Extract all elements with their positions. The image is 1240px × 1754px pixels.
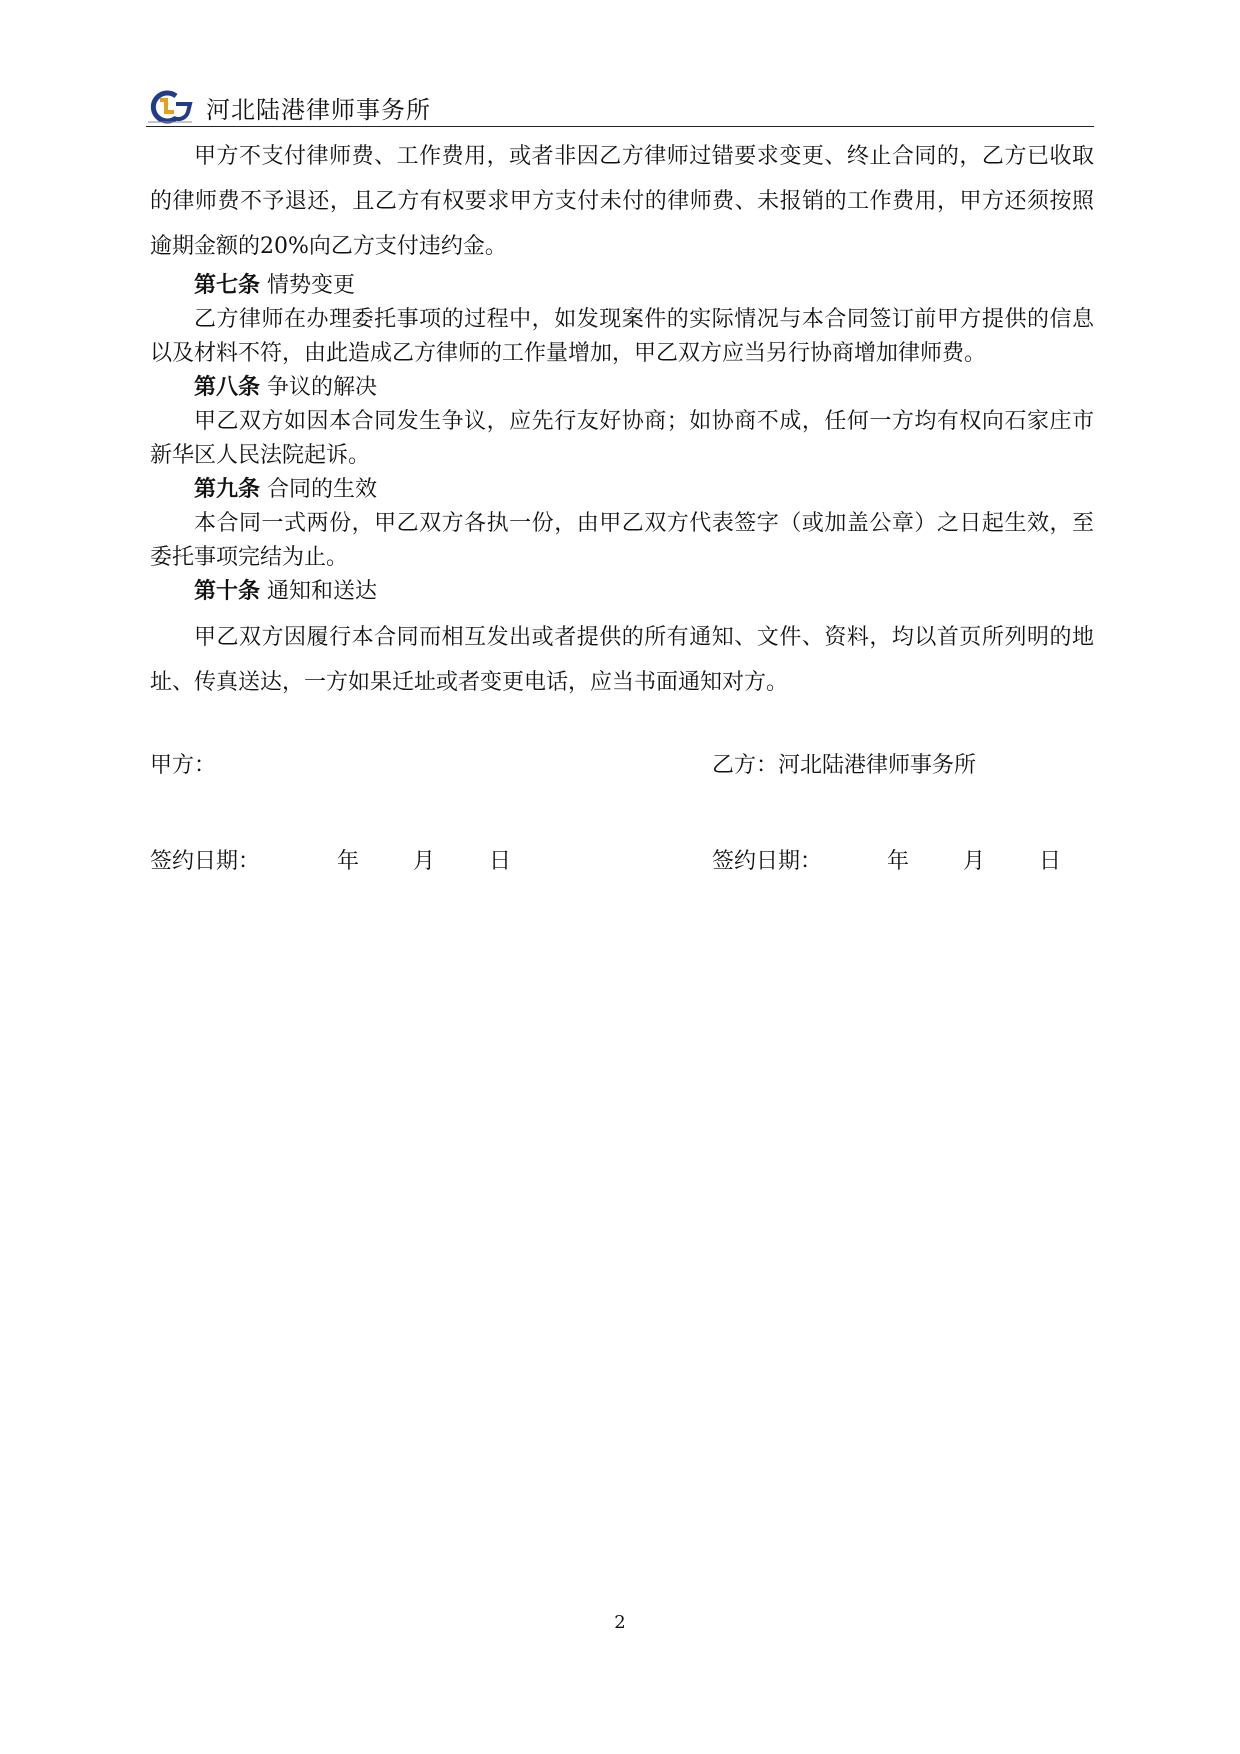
article-number: 第八条 xyxy=(194,375,261,400)
article-title: 争议的解决 xyxy=(267,375,378,400)
article-9-heading xyxy=(150,473,1094,507)
article-title: 通知和送达 xyxy=(267,579,378,604)
contract-body xyxy=(150,134,1094,705)
article-10-heading xyxy=(150,575,1094,609)
page-number: 2 xyxy=(614,1612,626,1633)
sign-date-label: 签约日期： xyxy=(712,849,823,874)
article-number: 第十条 xyxy=(194,579,261,604)
day-label: 日 xyxy=(489,849,512,874)
article-title: 情势变更 xyxy=(267,273,356,298)
fees-paragraph: 甲方不支付律师费、工作费用，或者非因乙方律师过错要求变更、终止合同的，乙方已收取的律师费不予退还，且乙方有权要求甲方支付未付的律师费、未报销的工作费用，甲方还须按照逾期金额的20%向乙方支付违约金。 xyxy=(150,144,1094,259)
article-7-heading xyxy=(150,269,1094,303)
article-8-heading xyxy=(150,371,1094,405)
firm-name: 河北陆港律师事务所 xyxy=(206,96,431,124)
party-b-label: 乙方：河北陆港律师事务所 xyxy=(712,753,977,778)
month-label: 月 xyxy=(963,849,986,874)
day-label: 日 xyxy=(1039,849,1062,874)
article-10-text: 甲乙双方因履行本合同而相互发出或者提供的所有通知、文件、资料，均以首页所列明的地址、传真送达，一方如果迁址或者变更电话，应当书面通知对方。 xyxy=(150,625,1094,695)
article-number: 第七条 xyxy=(194,273,261,298)
article-7-text: 乙方律师在办理委托事项的过程中，如发现案件的实际情况与本合同签订前甲方提供的信息以及材料不符，由此造成乙方律师的工作量增加，甲乙双方应当另行协商增加律师费。 xyxy=(150,307,1094,366)
sign-date-label: 签约日期： xyxy=(150,849,261,874)
article-9-text: 本合同一式两份，甲乙双方各执一份，由甲乙双方代表签字（或加盖公章）之日起生效，至委托事项完结为止。 xyxy=(150,511,1094,570)
page-header xyxy=(146,86,1094,127)
article-8-text: 甲乙双方如因本合同发生争议，应先行友好协商；如协商不成，任何一方均有权向石家庄市新华区人民法院起诉。 xyxy=(150,409,1094,468)
party-a-label: 甲方： xyxy=(150,753,217,778)
article-number: 第九条 xyxy=(194,477,261,502)
article-title: 合同的生效 xyxy=(267,477,378,502)
year-label: 年 xyxy=(337,849,360,874)
law-firm-logo-icon xyxy=(146,90,194,124)
month-label: 月 xyxy=(413,849,436,874)
year-label: 年 xyxy=(887,849,910,874)
